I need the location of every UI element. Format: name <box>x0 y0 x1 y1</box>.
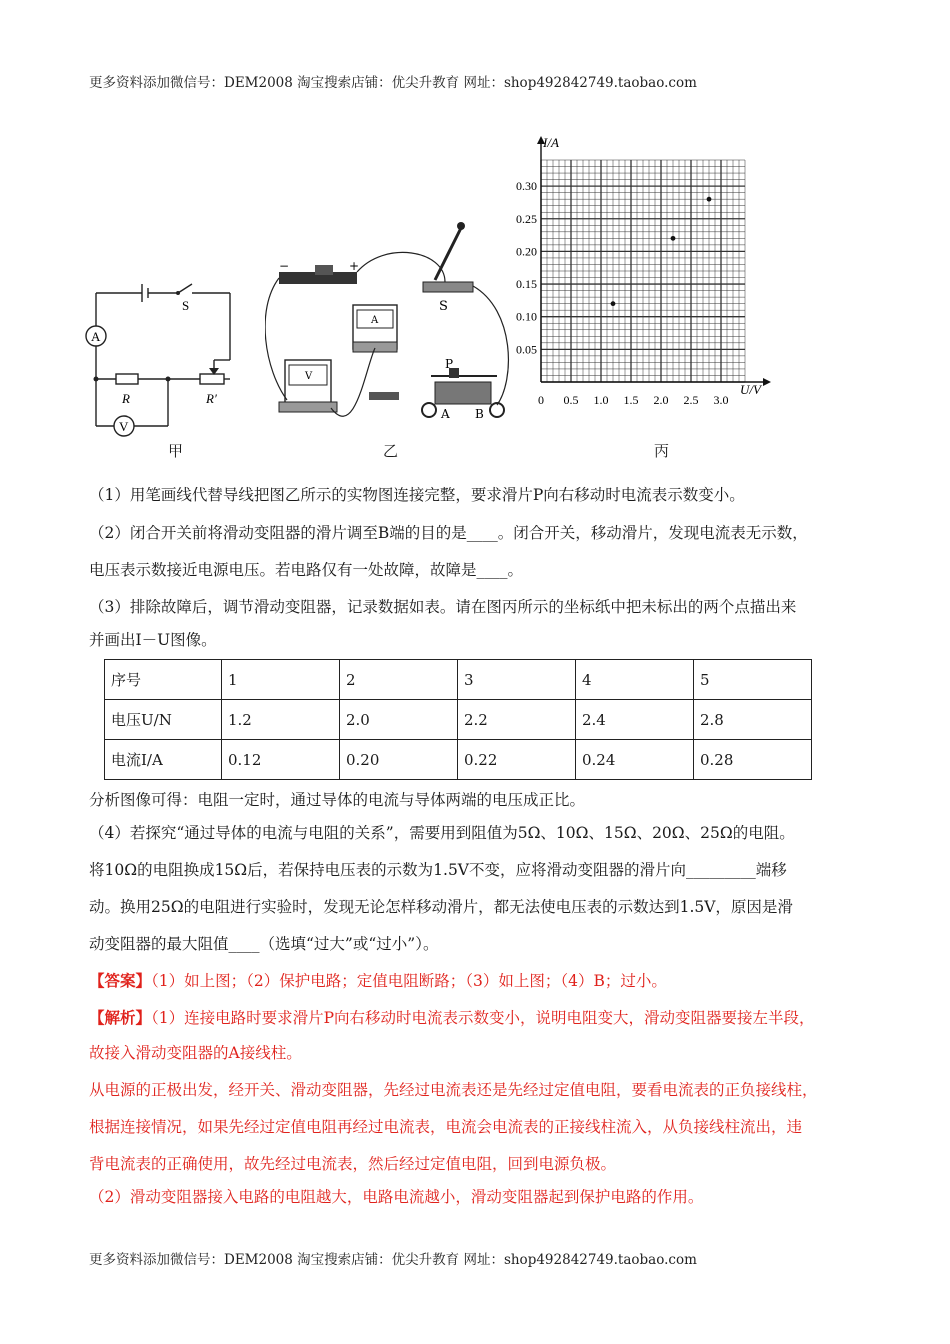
explanation-line4: 根据连接情况，如果先经过定值电阻再经过电流表，电流会电流表的正接线柱流入，从负接线柱流出，违 <box>89 1118 803 1136</box>
table-cell: 2.2 <box>458 700 576 740</box>
table-cell: 2.0 <box>340 700 458 740</box>
y-tick-label: 0.25 <box>516 211 537 226</box>
graph-bing <box>515 120 785 430</box>
answer-tag: 【答案】 <box>89 971 152 990</box>
question-4-line4: 动变阻器的最大阻值____（选填“过大”或“过小”）。 <box>89 935 439 953</box>
page-footer: 更多资料添加微信号：DEM2008 淘宝搜索店铺：优尖升教育 网址：shop492842749.taobao.com <box>89 1252 697 1268</box>
question-1: （1）用笔画线代替导线把图乙所示的实物图连接完整，要求滑片P向右移动时电流表示数变小。 <box>89 486 745 504</box>
battery-minus: − <box>279 259 290 273</box>
x-tick-label: 0 <box>538 393 544 407</box>
table-cell: 1 <box>222 660 340 700</box>
question-4-line1: （4）若探究“通过导体的电流与电阻的关系”，需要用到阻值为5Ω、10Ω、15Ω、20Ω、25Ω的电阻。 <box>89 824 795 842</box>
x-tick-label: 3.0 <box>713 393 729 407</box>
battery-plus: + <box>349 259 360 273</box>
table-cell: 4 <box>576 660 694 700</box>
table-cell: 1.2 <box>222 700 340 740</box>
question-4-line3: 动。换用25Ω的电阻进行实验时，发现无论怎样移动滑片，都无法使电压表的示数达到1.5V，原因是滑 <box>89 898 793 916</box>
table-cell: 0.24 <box>576 740 694 780</box>
x-tick-label: 1.5 <box>623 393 639 407</box>
table-cell: 0.20 <box>340 740 458 780</box>
data-point <box>611 301 616 306</box>
data-point <box>707 197 712 202</box>
terminal-a-label: A <box>441 407 450 421</box>
y-tick-label: 0.10 <box>516 309 537 324</box>
grid-lines <box>541 160 745 382</box>
table-cell: 2.4 <box>576 700 694 740</box>
figure-bing-caption: 丙 <box>654 442 670 460</box>
table-cell: 2.8 <box>694 700 812 740</box>
explanation-line5: 背电流表的正确使用，故先经过电流表，然后经过定值电阻，回到电源负极。 <box>89 1155 617 1173</box>
circuit-diagram-jia <box>80 120 250 450</box>
page-header: 更多资料添加微信号：DEM2008 淘宝搜索店铺：优尖升教育 网址：shop492842749.taobao.com <box>89 75 697 91</box>
table-row <box>105 740 812 780</box>
axes <box>537 136 771 386</box>
explanation-line3: 从电源的正极出发，经开关、滑动变阻器，先经过电流表还是先经过定值电阻，要看电流表的正负接线柱， <box>89 1081 818 1099</box>
table-cell: 0.12 <box>222 740 340 780</box>
question-2-line2: 电压表示数接近电源电压。若电路仅有一处故障，故障是____。 <box>89 561 524 579</box>
figure-jia-caption: 甲 <box>168 442 184 460</box>
table-cell: 电流I/A <box>105 740 222 780</box>
question-2-line1: （2）闭合开关前将滑动变阻器的滑片调至B端的目的是____。闭合开关，移动滑片，发现电流表无示数， <box>89 524 808 542</box>
table-cell: 0.22 <box>458 740 576 780</box>
x-tick-label: 2.5 <box>683 393 699 407</box>
answer-text: （1）如上图；（2）保护电路；定值电阻断路；（3）如上图；（4）B；过小。 <box>151 972 667 990</box>
explanation-text: （1）连接电路时要求滑片P向右移动时电流表示数变小，说明电阻变大，滑动变阻器要接左半段， <box>151 1009 815 1027</box>
y-tick-label: 0.20 <box>516 244 537 259</box>
y-tick-label: 0.15 <box>516 277 537 292</box>
table-cell: 电压U/N <box>105 700 222 740</box>
y-tick-label: 0.30 <box>516 179 537 194</box>
table-cell: 0.28 <box>694 740 812 780</box>
y-axis-label: I/A <box>543 135 559 150</box>
x-axis-arrow <box>763 378 771 386</box>
ammeter-label: A <box>91 329 101 344</box>
tick-labels <box>516 179 729 407</box>
apparatus-diagram-yi <box>265 120 525 450</box>
switch-label: S <box>182 298 190 313</box>
slider-p-label: P <box>445 357 454 371</box>
x-tick-label: 0.5 <box>563 393 579 407</box>
table-row <box>105 700 812 740</box>
explanation-line6: （2）滑动变阻器接入电路的电阻越大，电路电流越小，滑动变阻器起到保护电路的作用。 <box>89 1188 704 1206</box>
figure-yi-caption: 乙 <box>383 442 399 460</box>
table-row <box>105 660 812 700</box>
question-3-line1: （3）排除故障后，调节滑动变阻器，记录数据如表。请在图丙所示的坐标纸中把未标出的两个点描出来 <box>89 598 797 616</box>
table-cell: 5 <box>694 660 812 700</box>
data-point <box>671 236 676 241</box>
x-tick-label: 1.0 <box>593 393 609 407</box>
ammeter-face: A <box>371 315 379 326</box>
analysis-text: 分析图像可得：电阻一定时，通过导体的电流与导体两端的电压成正比。 <box>89 791 586 809</box>
data-table <box>104 659 812 780</box>
explanation-line1 <box>89 1000 879 1036</box>
switch-s-label: S <box>439 299 448 314</box>
rheostat-label: R′ <box>206 391 217 406</box>
answer-line <box>89 963 879 999</box>
voltmeter-face: V <box>305 371 313 382</box>
explanation-line2: 故接入滑动变阻器的A接线柱。 <box>89 1044 302 1062</box>
terminal-b-label: B <box>475 407 484 421</box>
table-cell: 3 <box>458 660 576 700</box>
table-cell: 序号 <box>105 660 222 700</box>
question-3-line2: 并画出I－U图像。 <box>89 631 217 649</box>
x-tick-label: 2.0 <box>653 393 669 407</box>
voltmeter-label: V <box>119 419 129 434</box>
y-tick-label: 0.05 <box>516 342 537 357</box>
table-cell: 2 <box>340 660 458 700</box>
resistor-label: R <box>122 391 130 406</box>
question-4-line2: 将10Ω的电阻换成15Ω后，若保持电压表的示数为1.5V不变，应将滑动变阻器的滑片向_________端移 <box>89 861 787 879</box>
x-axis-label: U/V <box>740 382 761 397</box>
figure-area <box>80 120 780 470</box>
explanation-tag: 【解析】 <box>89 1008 152 1027</box>
